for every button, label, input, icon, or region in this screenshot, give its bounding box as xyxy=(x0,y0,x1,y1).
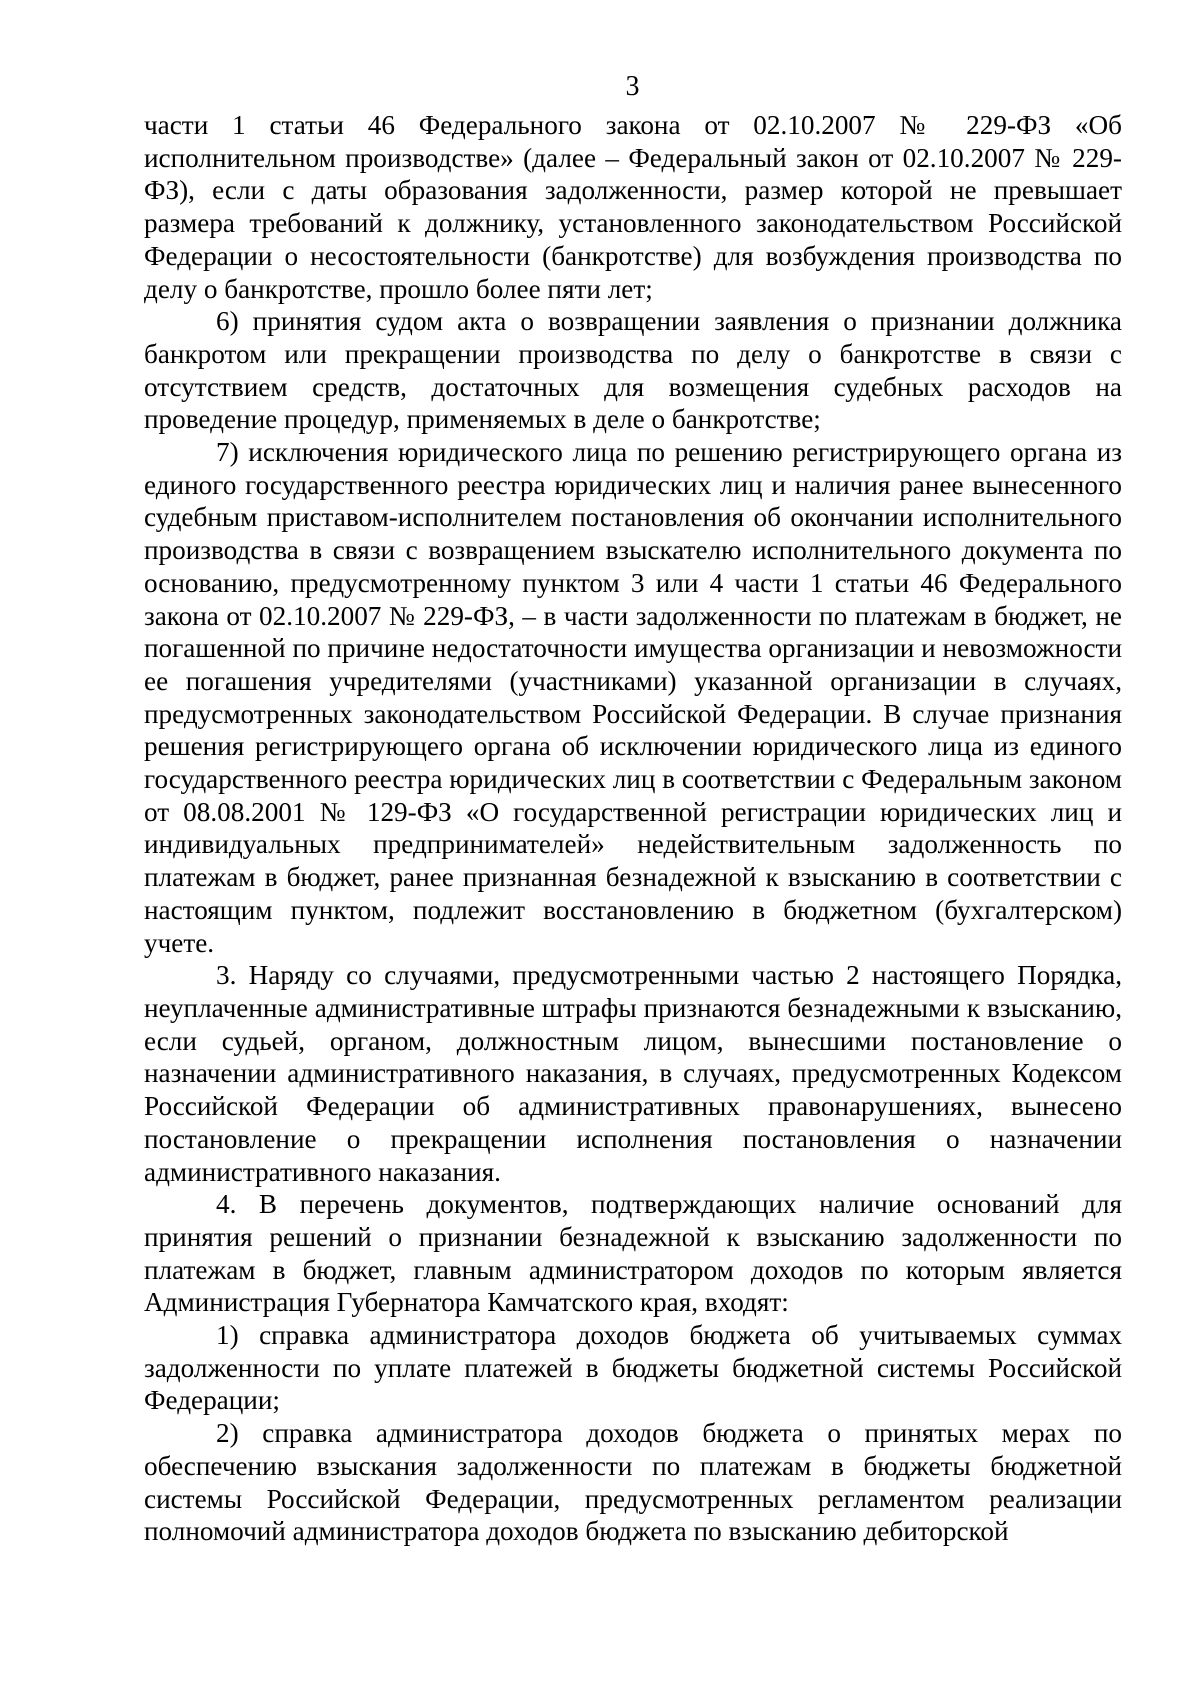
paragraph-section-3: 3. Наряду со случаями, предусмотренными частью 2 настоящего Порядка, неуплаченные административные штрафы признаются безнадежными к взысканию, если судьей, органом, должностным лицом, вынесшими постановление о назначении административного наказания, в случаях, предусмотренных Кодексом Российской Федерации об административных правонарушениях, вынесено постановление о прекращении исполнения постановления о назначении административного наказания. xyxy=(144,960,1122,1187)
paragraph-list-item-2: 2) справка администратора доходов бюджета о принятых мерах по обеспечению взыскания задолженности по платежам в бюджеты бюджетной системы Российской Федерации, предусмотренных регламентом реализации полномочий администратора доходов бюджета по взысканию дебиторской xyxy=(144,1418,1122,1547)
paragraph-section-4: 4. В перечень документов, подтверждающих наличие оснований для принятия решений о признании безнадежной к взысканию задолженности по платежам в бюджет, главным администратором доходов по которым является Администрация Губернатора Камчатского края, входят: xyxy=(144,1189,1122,1318)
paragraph-item-6: 6) принятия судом акта о возвращении заявления о признании должника банкротом или прекращении производства по делу о банкротстве в связи с отсутствием средств, достаточных для возмещения судебных расходов на проведение процедур, применяемых в деле о банкротстве; xyxy=(144,306,1122,435)
paragraph-continuation: части 1 статьи 46 Федерального закона от 02.10.2007 № 229-ФЗ «Об исполнительном производстве» (далее – Федеральный закон от 02.10.2007 № 229-ФЗ), если с даты образования задолженности, размер которой не превышает размера требований к должнику, установленного законодательством Российской Федерации о несостоятельности (банкротстве) для возбуждения производства по делу о банкротстве, прошло более пяти лет; xyxy=(144,110,1122,304)
paragraph-list-item-1: 1) справка администратора доходов бюджета об учитываемых суммах задолженности по уплате платежей в бюджеты бюджетной системы Российской Федерации; xyxy=(144,1320,1122,1416)
document-body xyxy=(144,109,1122,1548)
page-number: 3 xyxy=(625,71,640,102)
paragraph-item-7: 7) исключения юридического лица по решению регистрирующего органа из единого государственного реестра юридических лиц и наличия ранее вынесенного судебным приставом-исполнителем постановления об окончании исполнительного производства в связи с возвращением взыскателю исполнительного документа по основанию, предусмотренному пунктом 3 или 4 части 1 статьи 46 Федерального закона от 02.10.2007 № 229-ФЗ, – в части задолженности по платежам в бюджет, не погашенной по причине недостаточности имущества организации и невозможности ее погашения учредителями (участниками) указанной организации в случаях, предусмотренных законодательством Российской Федерации. В случае признания решения регистрирующего органа об исключении юридического лица из единого государственного реестра юридических лиц в соответствии с Федеральным законом от 08.08.2001 № 129-ФЗ «О государственной регистрации юридических лиц и индивидуальных предпринимателей» недействительным задолженность по платежам в бюджет, ранее признанная безнадежной к взысканию в соответствии с настоящим пунктом, подлежит восстановлению в бюджетном (бухгалтерском) учете. xyxy=(144,437,1122,958)
